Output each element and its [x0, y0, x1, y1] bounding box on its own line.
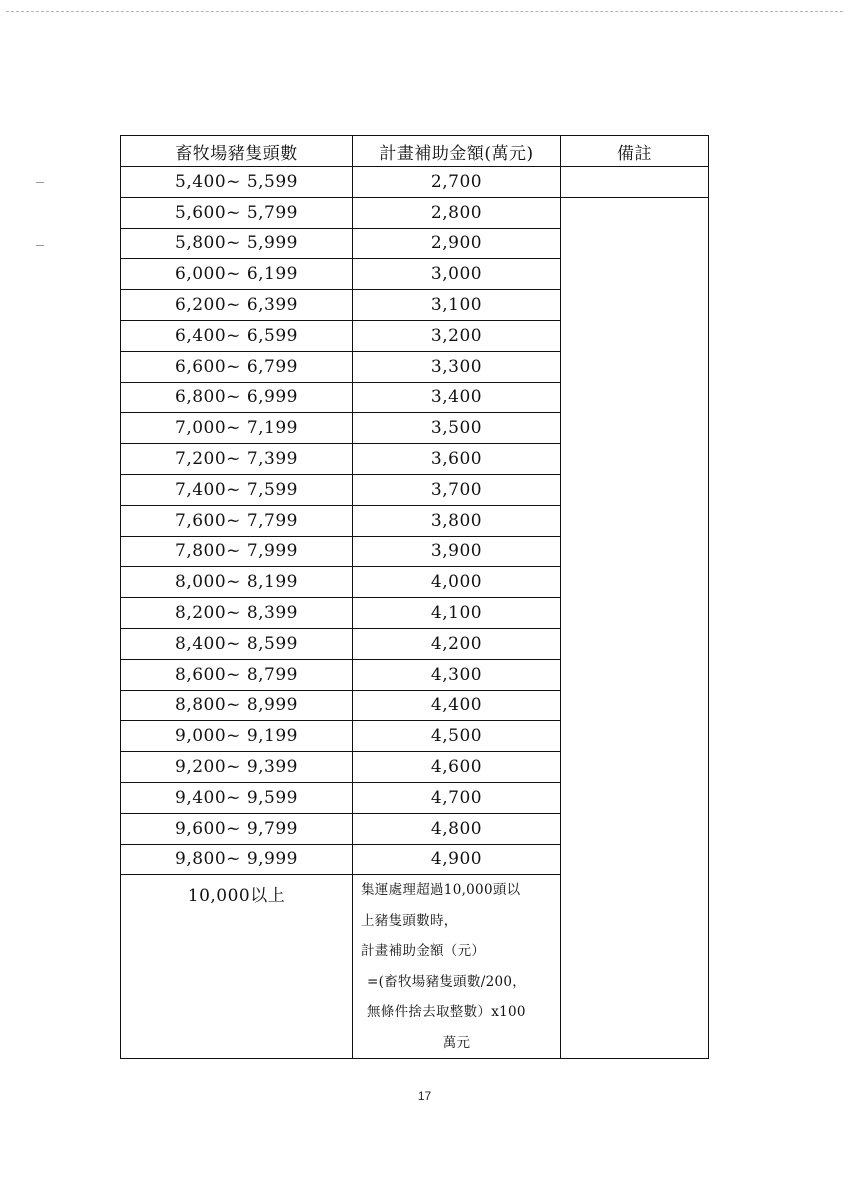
- subsidy-amount-cell: 3,900: [353, 536, 561, 567]
- formula-line: =(畜牧場豬隻頭數/200，: [367, 973, 527, 990]
- pig-count-range-cell: 8,200~ 8,399: [121, 598, 353, 629]
- formula-line: 集運處理超過10,000頭以: [361, 882, 521, 899]
- pig-count-range-cell: 7,200~ 7,399: [121, 444, 353, 475]
- subsidy-amount-cell: 4,500: [353, 721, 561, 752]
- pig-count-range-cell: 8,800~ 8,999: [121, 690, 353, 721]
- pig-count-range-cell: 8,400~ 8,599: [121, 628, 353, 659]
- subsidy-amount-cell: 3,800: [353, 505, 561, 536]
- subsidy-amount-cell: 4,200: [353, 628, 561, 659]
- subsidy-formula-cell: [353, 875, 561, 1059]
- pig-count-range-cell: 8,600~ 8,799: [121, 659, 353, 690]
- table-body: [121, 136, 709, 1059]
- pig-count-range-cell: 5,800~ 5,999: [121, 228, 353, 259]
- pig-count-range-cell: 7,800~ 7,999: [121, 536, 353, 567]
- subsidy-amount-cell: 4,100: [353, 598, 561, 629]
- formula-line: 計畫補助金額（元）: [361, 943, 486, 960]
- subsidy-amount-cell: 4,400: [353, 690, 561, 721]
- formula-line: 萬元: [442, 1034, 471, 1051]
- subsidy-amount-cell: 4,900: [353, 844, 561, 875]
- pig-count-range-cell: 9,600~ 9,799: [121, 813, 353, 844]
- table-row: [121, 167, 709, 198]
- header-pig-count: 畜牧場豬隻頭數: [121, 136, 353, 167]
- pig-count-range-cell: 9,800~ 9,999: [121, 844, 353, 875]
- subsidy-amount-cell: 3,400: [353, 382, 561, 413]
- subsidy-amount-cell: 3,300: [353, 351, 561, 382]
- margin-mark: [36, 245, 44, 246]
- pig-count-range-cell: 5,600~ 5,799: [121, 197, 353, 228]
- pig-count-range-cell: 9,400~ 9,599: [121, 782, 353, 813]
- pig-count-range-cell: 5,400~ 5,599: [121, 167, 353, 198]
- subsidy-amount-cell: 2,900: [353, 228, 561, 259]
- subsidy-amount-cell: 3,600: [353, 444, 561, 475]
- pig-count-range-cell: 6,400~ 6,599: [121, 320, 353, 351]
- subsidy-amount-cell: 3,100: [353, 290, 561, 321]
- table-row: [121, 197, 709, 228]
- subsidy-amount-cell: 4,700: [353, 782, 561, 813]
- subsidy-amount-cell: 3,200: [353, 320, 561, 351]
- subsidy-amount-cell: 2,800: [353, 197, 561, 228]
- pig-count-range-cell: 7,600~ 7,799: [121, 505, 353, 536]
- pig-count-range-cell: 8,000~ 8,199: [121, 567, 353, 598]
- header-subsidy-amount: 計畫補助金額(萬元): [353, 136, 561, 167]
- subsidy-amount-cell: 4,000: [353, 567, 561, 598]
- subsidy-amount-cell: 4,600: [353, 752, 561, 783]
- pig-count-range-cell: 6,000~ 6,199: [121, 259, 353, 290]
- formula-line: 上豬隻頭數時，: [361, 912, 458, 929]
- table-header-row: [121, 136, 709, 167]
- subsidy-amount-cell: 3,500: [353, 413, 561, 444]
- pig-count-range-cell: 6,600~ 6,799: [121, 351, 353, 382]
- remarks-merged-cell: [561, 197, 709, 1059]
- formula-line: 無條件捨去取整數）x100: [367, 1004, 526, 1021]
- pig-count-range-cell: 9,000~ 9,199: [121, 721, 353, 752]
- pig-count-range-cell: 7,000~ 7,199: [121, 413, 353, 444]
- scan-top-rule: [6, 11, 843, 12]
- page-number: 17: [417, 1089, 432, 1103]
- pig-count-range-cell: 7,400~ 7,599: [121, 474, 353, 505]
- subsidy-table: [120, 135, 709, 1059]
- remarks-cell: [561, 167, 709, 198]
- pig-count-range-cell: 9,200~ 9,399: [121, 752, 353, 783]
- pig-count-range-cell: 10,000以上: [121, 875, 353, 1059]
- header-remarks: 備註: [561, 136, 709, 167]
- pig-count-range-cell: 6,200~ 6,399: [121, 290, 353, 321]
- subsidy-amount-cell: 4,800: [353, 813, 561, 844]
- subsidy-amount-cell: 3,700: [353, 474, 561, 505]
- pig-count-range-cell: 6,800~ 6,999: [121, 382, 353, 413]
- margin-mark: [36, 182, 44, 183]
- subsidy-amount-cell: 3,000: [353, 259, 561, 290]
- subsidy-amount-cell: 4,300: [353, 659, 561, 690]
- subsidy-amount-cell: 2,700: [353, 167, 561, 198]
